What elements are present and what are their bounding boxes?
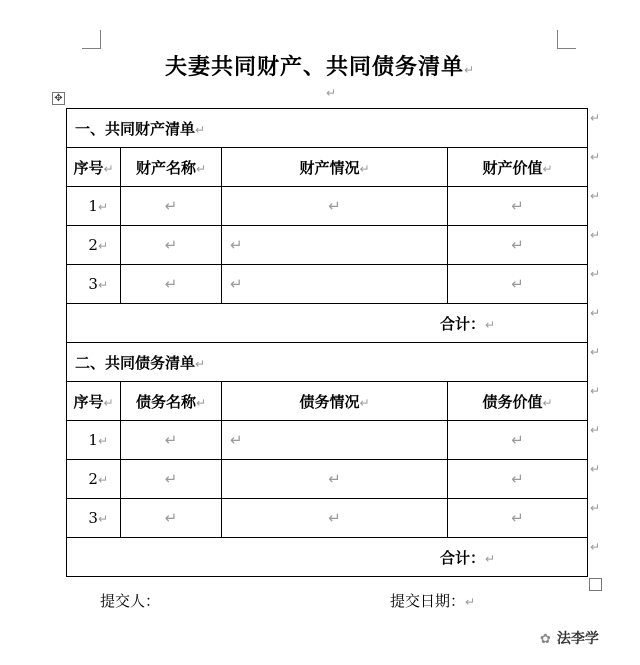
paragraph-mark: ↵: [195, 356, 206, 371]
table-cell[interactable]: ↵: [222, 421, 448, 460]
assets-col-detail: 财产情况↵: [222, 148, 448, 187]
table-cell[interactable]: ↵: [222, 460, 448, 499]
table-row: [67, 421, 588, 460]
table-cell[interactable]: ↵: [222, 265, 448, 304]
assets-col-name: 财产名称↵: [121, 148, 222, 187]
table-row: [67, 226, 588, 265]
assets-section-title-text: 一、共同财产清单: [75, 119, 196, 138]
assets-total[interactable]: 合计：↵: [67, 304, 588, 343]
table-cell[interactable]: ↵: [448, 187, 588, 226]
debts-section-title: [67, 343, 588, 382]
table-cell[interactable]: ↵: [448, 460, 588, 499]
row-index[interactable]: 1↵: [67, 421, 121, 460]
date-label: 提交日期：: [390, 592, 466, 610]
table-move-handle-icon[interactable]: ✥: [52, 92, 65, 105]
table-cell[interactable]: ↵: [448, 421, 588, 460]
paragraph-mark: ↵: [463, 63, 476, 77]
row-index[interactable]: 1↵: [67, 187, 121, 226]
crop-mark-top-right: [557, 30, 576, 49]
row-index[interactable]: 2↵: [67, 226, 121, 265]
watermark-text: 法李学: [556, 631, 599, 647]
debts-total-row: [67, 538, 588, 577]
debts-header-row: [67, 382, 588, 421]
watermark: [540, 628, 599, 648]
assets-header-row: [67, 148, 588, 187]
table-cell[interactable]: ↵: [222, 499, 448, 538]
document-title: [0, 50, 640, 81]
table-cell[interactable]: ↵: [121, 499, 222, 538]
debts-col-name: 债务名称↵: [121, 382, 222, 421]
row-index[interactable]: 3↵: [67, 499, 121, 538]
table-cell[interactable]: ↵: [448, 265, 588, 304]
wechat-icon: ✿: [540, 632, 551, 647]
table-cell[interactable]: ↵: [121, 421, 222, 460]
debts-col-value: 债务价值↵: [448, 382, 588, 421]
paragraph-mark: ↵: [326, 86, 337, 100]
debts-col-index: 序号↵: [67, 382, 121, 421]
table-cell[interactable]: ↵: [448, 226, 588, 265]
debts-section-title-text: 二、共同债务清单: [75, 353, 196, 372]
paragraph-mark: ↵: [465, 595, 476, 609]
inventory-table: [66, 108, 588, 577]
assets-section-title: [67, 109, 588, 148]
paragraph-mark: ↵: [195, 122, 206, 137]
table-cell[interactable]: ↵: [222, 187, 448, 226]
submitter-label: 提交人：: [100, 592, 161, 610]
crop-mark-top-left: [82, 30, 101, 49]
table-row: [67, 499, 588, 538]
debts-total[interactable]: 合计：↵: [67, 538, 588, 577]
table-cell[interactable]: ↵: [222, 226, 448, 265]
table-row: [67, 265, 588, 304]
document-title-text: 夫妻共同财产、共同债务清单: [164, 54, 464, 80]
date-line: [390, 590, 475, 611]
table-row: [67, 460, 588, 499]
submitter-line: [100, 590, 160, 611]
table-row: [67, 187, 588, 226]
table-cell[interactable]: ↵: [121, 460, 222, 499]
row-index[interactable]: 3↵: [67, 265, 121, 304]
debts-col-detail: 债务情况↵: [222, 382, 448, 421]
table-resize-handle-icon[interactable]: [589, 578, 602, 591]
table-cell[interactable]: ↵: [121, 265, 222, 304]
table-cell[interactable]: ↵: [121, 226, 222, 265]
assets-section-row: [67, 109, 588, 148]
assets-col-index: 序号↵: [67, 148, 121, 187]
table-cell[interactable]: ↵: [121, 187, 222, 226]
debts-section-row: [67, 343, 588, 382]
assets-total-row: [67, 304, 588, 343]
table-cell[interactable]: ↵: [448, 499, 588, 538]
assets-col-value: 财产价值↵: [448, 148, 588, 187]
row-index[interactable]: 2↵: [67, 460, 121, 499]
